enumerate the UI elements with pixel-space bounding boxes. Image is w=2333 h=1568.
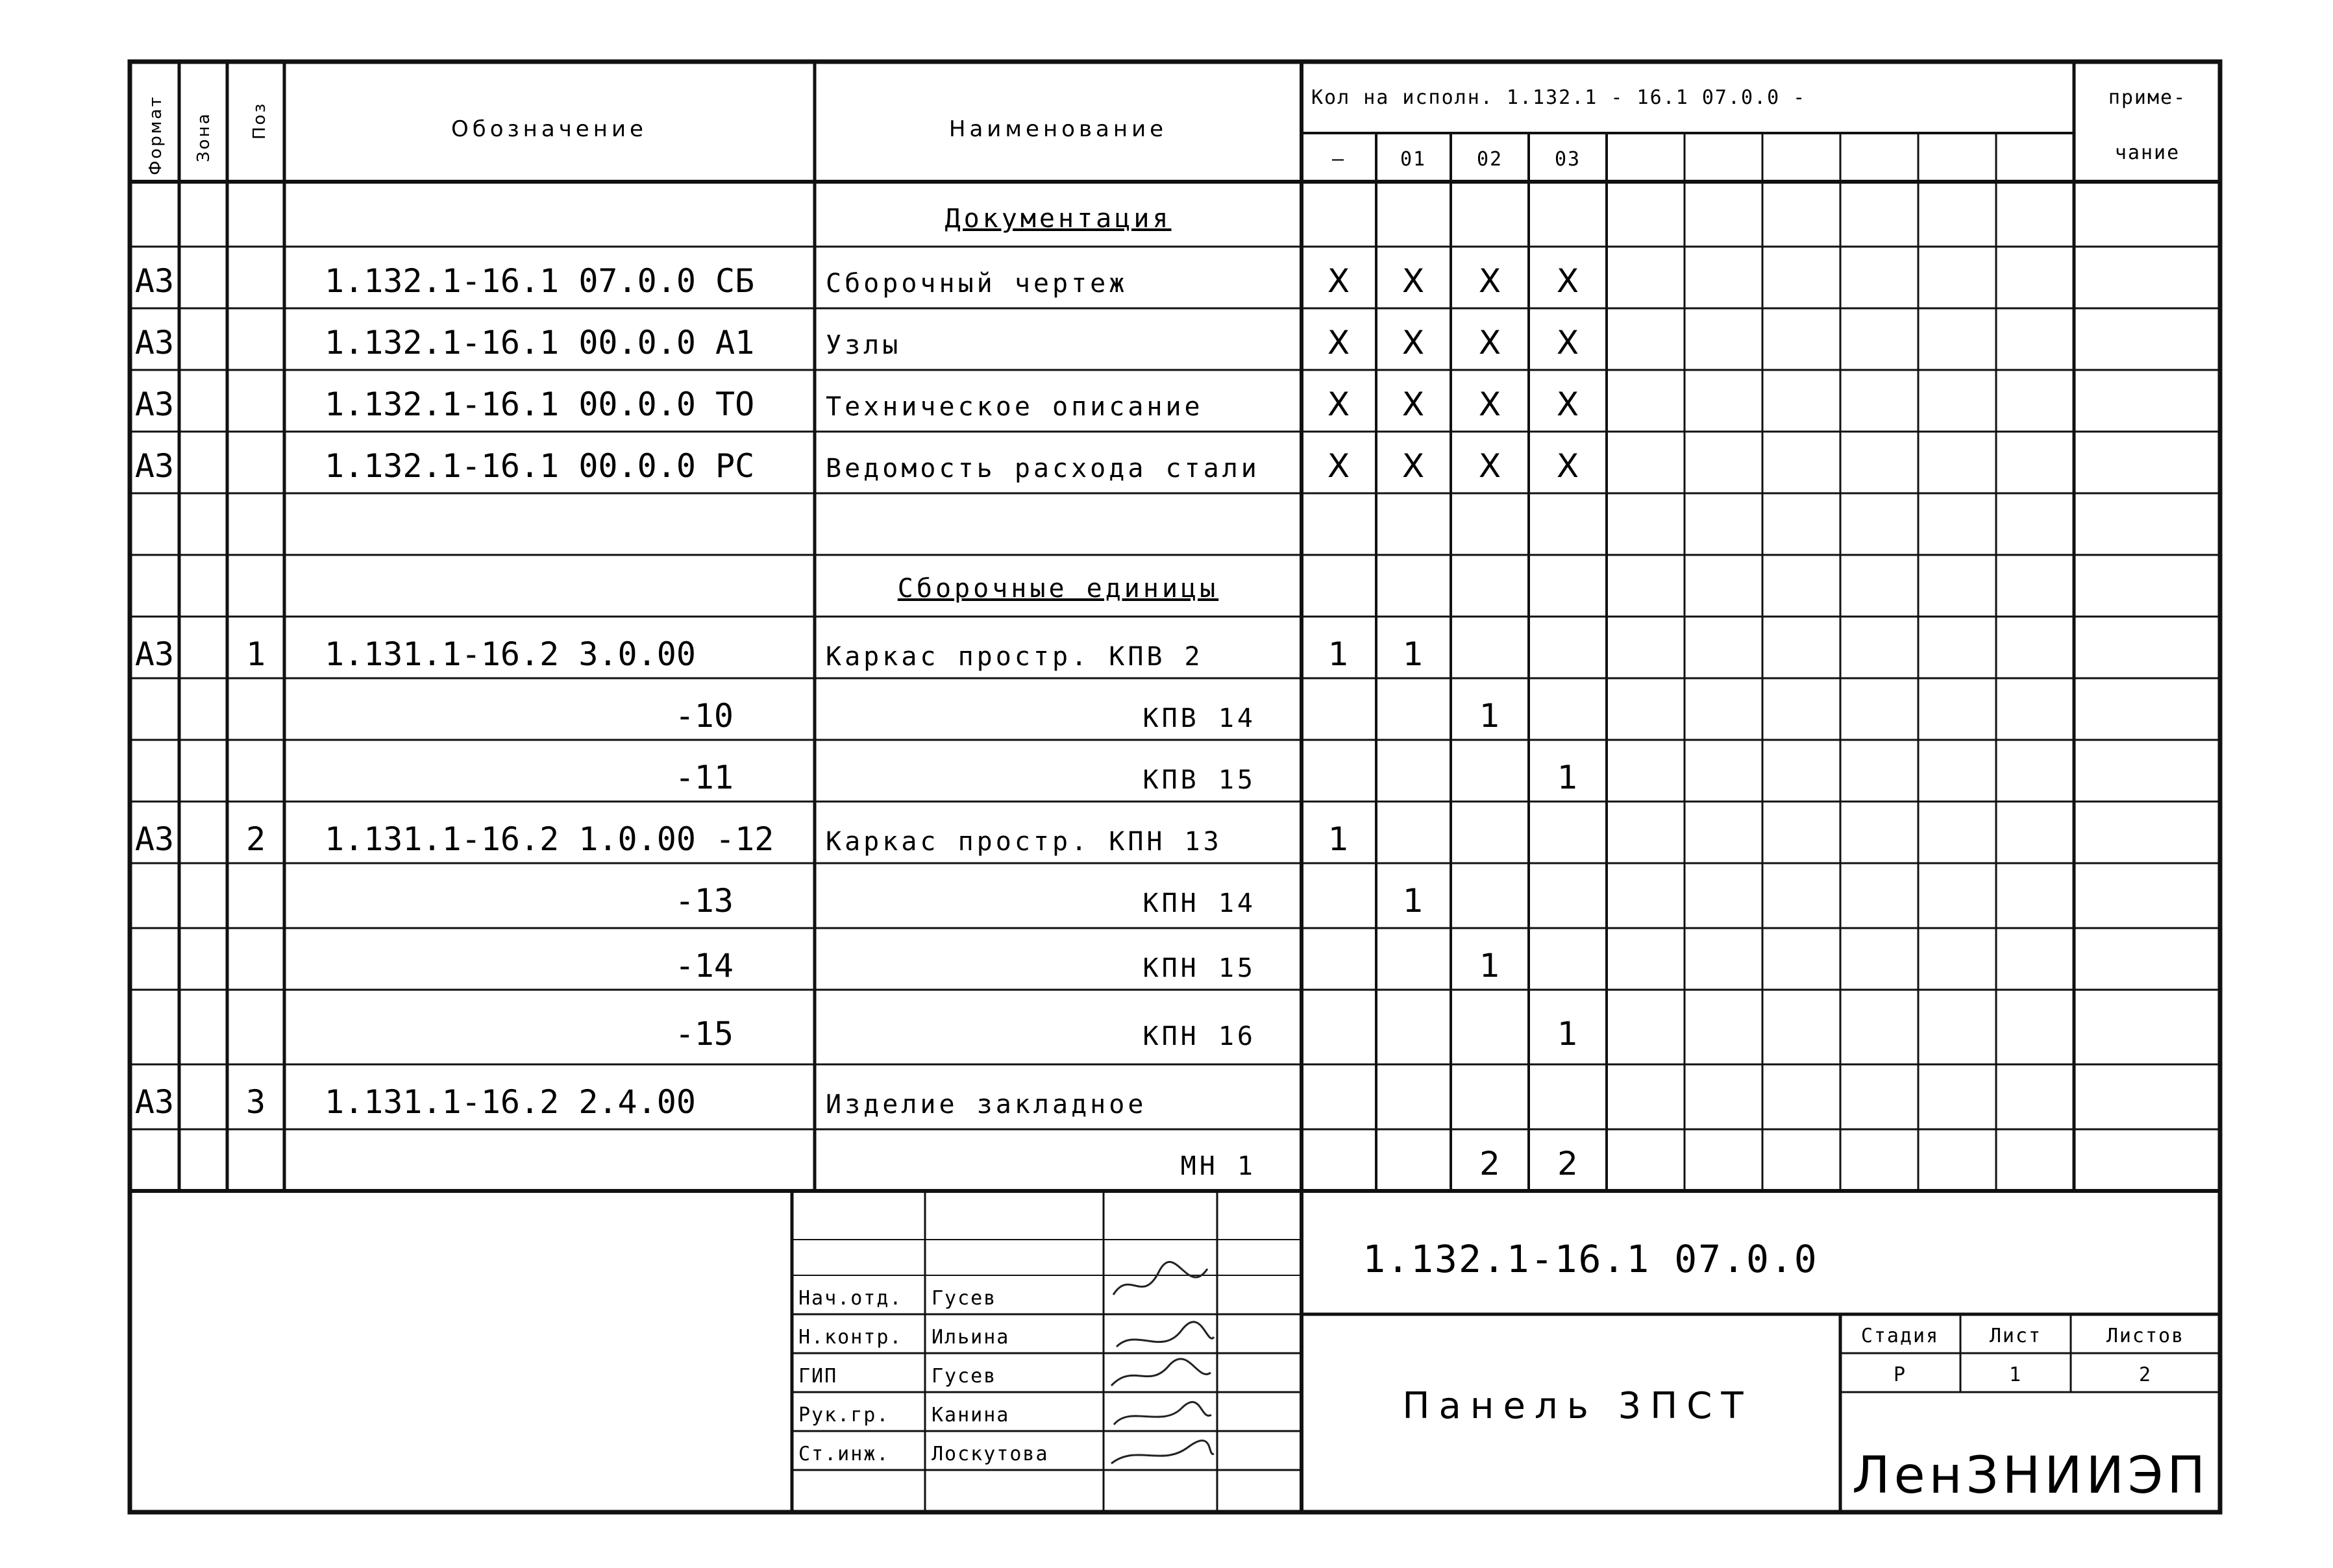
table-row xyxy=(135,820,1349,858)
signature-mark xyxy=(1114,1402,1211,1425)
qty-cell: Х xyxy=(1556,386,1579,423)
stage-value: Р xyxy=(1893,1364,1907,1386)
format-cell: А3 xyxy=(134,1083,175,1121)
name-cell: КПН 16 xyxy=(1142,1022,1256,1051)
qty-cell: Х xyxy=(1556,447,1579,485)
table-rows xyxy=(135,262,1579,1182)
table-row xyxy=(675,759,1578,796)
name-cell: КПВ 14 xyxy=(1142,704,1256,733)
title-block xyxy=(1363,1237,2209,1505)
variant-header: 02 xyxy=(1476,148,1503,171)
qty-cell: Х xyxy=(1327,447,1350,485)
qty-cell: Х xyxy=(1401,447,1425,485)
qty-cell: 1 xyxy=(1403,882,1424,920)
designation-cell: 1.132.1-16.1 00.0.0 ТО xyxy=(325,386,755,423)
sheet-label: Лист xyxy=(1989,1325,2042,1347)
format-cell: А3 xyxy=(134,262,175,300)
qty-cell: 2 xyxy=(1557,1145,1578,1182)
name-cell: Сборочный чертеж xyxy=(826,269,1128,299)
name-cell: Ведомость расхода стали xyxy=(826,454,1260,484)
qty-cell: Х xyxy=(1327,386,1350,423)
qty-cell: 1 xyxy=(1403,635,1424,673)
format-cell: А3 xyxy=(134,635,175,673)
table-row xyxy=(135,635,1424,673)
name-cell: Узлы xyxy=(826,330,902,360)
signature-role: Н.контр. xyxy=(798,1326,903,1349)
table-header xyxy=(146,86,2186,175)
qty-cell: Х xyxy=(1478,386,1501,423)
signature-mark xyxy=(1113,1262,1207,1295)
variant-header: — xyxy=(1331,148,1346,171)
name-header: Наименование xyxy=(948,116,1168,142)
table-row xyxy=(1181,1145,1578,1182)
designation-cell: -14 xyxy=(674,947,734,985)
signature-role: Рук.гр. xyxy=(798,1404,890,1427)
qty-cell: 1 xyxy=(1479,947,1500,985)
qty-cell: 1 xyxy=(1328,820,1349,858)
table-row xyxy=(135,386,1579,423)
signature-row xyxy=(798,1326,1009,1349)
table-row xyxy=(135,1083,1147,1121)
pos-cell: 2 xyxy=(245,820,266,858)
qty-cell: Х xyxy=(1327,324,1350,361)
qty-cell: Х xyxy=(1556,324,1579,361)
section-documentation: Документация xyxy=(944,204,1172,234)
pos-header: Поз xyxy=(250,101,269,140)
qty-cell: Х xyxy=(1478,262,1501,300)
designation-cell: 1.131.1-16.2 2.4.00 xyxy=(325,1083,696,1121)
signature-mark xyxy=(1117,1322,1214,1347)
signature-role: ГИП xyxy=(798,1365,838,1388)
qty-cell: Х xyxy=(1478,324,1501,361)
signature-mark xyxy=(1111,1359,1211,1386)
format-cell: А3 xyxy=(134,447,175,485)
note-header-line2: чание xyxy=(2114,141,2180,164)
designation-cell: -15 xyxy=(674,1015,734,1053)
name-cell: МН 1 xyxy=(1180,1151,1256,1181)
zone-header: Зона xyxy=(194,112,214,162)
designation-cell: 1.132.1-16.1 00.0.0 РС xyxy=(325,447,755,485)
variant-header: 01 xyxy=(1400,148,1427,171)
sheets-value: 2 xyxy=(2138,1364,2153,1386)
table-row xyxy=(135,262,1579,300)
signature-name: Канина xyxy=(932,1404,1010,1427)
qty-cell: Х xyxy=(1327,262,1350,300)
name-cell: Изделие закладное xyxy=(826,1090,1147,1120)
name-cell: КПВ 15 xyxy=(1142,765,1256,795)
qty-cell: Х xyxy=(1401,324,1425,361)
table-row xyxy=(675,1015,1578,1053)
organization: ЛенЗНИИЭП xyxy=(1851,1447,2210,1505)
variant-header: 03 xyxy=(1554,148,1581,171)
table-row xyxy=(135,447,1579,485)
signature-name: Гусев xyxy=(932,1287,997,1310)
signature-name: Ильина xyxy=(932,1326,1010,1349)
sheets-label: Листов xyxy=(2106,1325,2185,1347)
signature-scribbles xyxy=(1111,1262,1214,1464)
signature-name: Гусев xyxy=(932,1365,997,1388)
designation-cell: 1.132.1-16.1 07.0.0 СБ xyxy=(325,262,755,300)
note-header-line1: приме- xyxy=(2108,86,2187,109)
format-cell: А3 xyxy=(134,324,175,361)
signature-row xyxy=(798,1443,1049,1465)
name-cell: Каркас простр. КПВ 2 xyxy=(826,642,1204,672)
doc-number: 1.132.1-16.1 07.0.0 xyxy=(1363,1237,1818,1281)
table-row xyxy=(135,324,1579,361)
designation-cell: -13 xyxy=(674,882,734,920)
designation-cell: -10 xyxy=(674,697,734,735)
qty-cell: 1 xyxy=(1479,697,1500,735)
qty-cell: 1 xyxy=(1557,759,1578,796)
qty-cell: Х xyxy=(1478,447,1501,485)
qty-header: Кол на исполн. 1.132.1 - 16.1 07.0.0 - xyxy=(1311,86,1807,109)
pos-cell: 3 xyxy=(245,1083,266,1121)
qty-cell: Х xyxy=(1556,262,1579,300)
pos-cell: 1 xyxy=(245,635,266,673)
signature-row xyxy=(798,1404,1009,1427)
qty-cell: Х xyxy=(1401,386,1425,423)
signature-role: Ст.инж. xyxy=(798,1443,890,1465)
format-cell: А3 xyxy=(134,820,175,858)
table-row xyxy=(675,882,1424,920)
name-cell: КПН 14 xyxy=(1142,888,1256,918)
designation-cell: 1.131.1-16.2 1.0.00 -12 xyxy=(325,820,774,858)
drawing-title: Панель 3ПСТ xyxy=(1402,1385,1753,1427)
designation-cell: -11 xyxy=(674,759,734,796)
signature-name: Лоскутова xyxy=(932,1443,1049,1465)
name-cell: КПН 15 xyxy=(1142,953,1256,983)
signature-row xyxy=(798,1287,996,1310)
designation-header: Обозначение xyxy=(451,116,647,142)
format-header: Формат xyxy=(146,95,166,175)
format-cell: А3 xyxy=(134,386,175,423)
qty-cell: Х xyxy=(1401,262,1425,300)
designation-cell: 1.131.1-16.2 3.0.00 xyxy=(325,635,696,673)
qty-cell: 2 xyxy=(1479,1145,1500,1182)
qty-cell: 1 xyxy=(1328,635,1349,673)
name-cell: Каркас простр. КПН 13 xyxy=(826,827,1222,857)
qty-cell: 1 xyxy=(1557,1015,1578,1053)
signature-role: Нач.отд. xyxy=(798,1287,903,1310)
section-assemblies: Сборочные единицы xyxy=(897,574,1219,604)
sheet-value: 1 xyxy=(2008,1364,2023,1386)
stage-label: Стадия xyxy=(1860,1325,1940,1347)
signature-mark xyxy=(1111,1441,1214,1464)
name-cell: Техническое описание xyxy=(826,392,1204,422)
designation-cell: 1.132.1-16.1 00.0.0 А1 xyxy=(325,324,755,361)
signature-row xyxy=(798,1365,996,1388)
